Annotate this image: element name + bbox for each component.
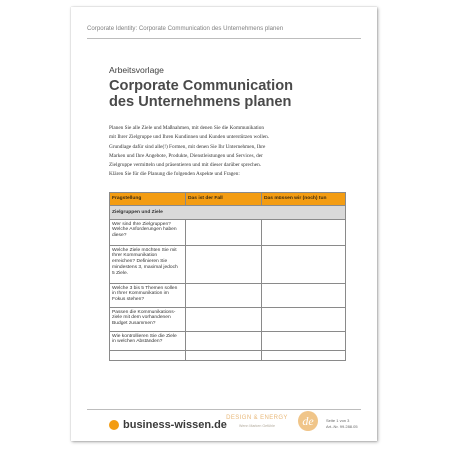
question-line: Budget zusammen? [112,321,156,327]
status-cell[interactable] [186,351,262,361]
table-row [110,284,346,308]
document-title-line-1: Corporate Communication [109,78,294,94]
question-cell [110,220,186,246]
question-cell [110,332,186,351]
question-cell [110,284,186,308]
question-cell [110,246,186,284]
todo-cell[interactable] [262,351,346,361]
question-line: Wer sind Ihre Zielgruppen? [112,221,171,227]
column-header-status: Das ist der Fall [186,193,262,206]
todo-cell[interactable] [262,246,346,284]
question-line: Welche 3 bis 5 Themen sollen [112,285,178,291]
question-line: erreichen? Definieren Sie [112,259,168,265]
question-line: in welchen Abständen? [112,339,163,345]
question-cell[interactable] [110,351,186,361]
status-cell[interactable] [186,220,262,246]
article-number: Art.-Nr. 99.288.05 [326,424,358,429]
status-cell[interactable] [186,246,262,284]
intro-line: Marken und Ihre Angebote, Produkte, Dienstleistungen und Services, der [109,152,263,159]
document-title-line-2: des Unternehmens planen [109,94,292,110]
question-line: Ihrer Kommunikation [112,253,158,259]
status-cell[interactable] [186,332,262,351]
table-row [110,246,346,284]
brand-name: business-wissen.de [123,419,227,431]
intro-line: Zielgruppe vermitteln und präsentieren und mit dieser darüber sprechen. [109,162,262,169]
question-cell [110,308,186,332]
question-line: Passen die Kommunikations- [112,309,176,315]
intro-line: Planen Sie alle Ziele und Maßnahmen, mit denen Sie die Kommunikation [109,125,264,131]
question-line: ziele mit dem vorhandenen [112,315,171,321]
intro-line: mit Ihrer Zielgruppe und Ihren Kundinnen und Kunden unterstützen wollen. [109,134,270,141]
page-number: Seite 1 von 3 [326,418,350,423]
partner-monogram-icon: de [298,411,318,431]
document-kicker: Arbeitsvorlage [109,65,164,75]
document-page [71,7,377,441]
status-cell[interactable] [186,284,262,308]
planning-table [109,192,346,361]
table-row [110,351,346,361]
page-meta [326,418,358,430]
question-line: Fokus stehen? [112,297,145,303]
todo-cell[interactable] [262,284,346,308]
intro-lead: Klären Sie für die Planung die folgenden Aspekte und Fragen: [109,171,240,178]
table-row [110,220,346,246]
column-header-question: Fragstellung [110,193,186,206]
document-title [109,78,293,110]
question-line: 5 Ziele. [112,271,129,277]
status-cell[interactable] [186,308,262,332]
brand-logo[interactable] [109,419,227,431]
table-row [110,308,346,332]
partner-title: DESIGN & ENERGY [226,415,288,421]
brand-dot-icon [109,420,119,430]
todo-cell[interactable] [262,308,346,332]
todo-cell[interactable] [262,332,346,351]
question-line: diese? [112,233,127,239]
intro-line: Grundlage dafür sind alle(!) Formen, mit denen Sie Ihr Unternehmen, Ihre [109,143,266,150]
running-header: Corporate Identity: Corporate Communication des Unternehmens planen [87,25,284,32]
question-line: Welche Anforderungen haben [112,227,177,233]
table-header-row [110,193,346,206]
header-divider [87,38,361,39]
table-section-row [110,206,346,220]
question-line: in Ihrer Kommunikation im [112,291,169,297]
footer-divider [87,409,361,410]
partner-logo[interactable] [219,411,323,439]
intro-text [109,124,349,180]
column-header-todo: Das müssen wir (noch) tun [262,193,346,206]
question-line: mindestens 3, maximal jedoch [112,265,178,271]
question-line: Wie kontrollieren Sie die Ziele [112,333,177,339]
question-line: Welche Ziele möchten Sie mit [112,247,177,253]
table-row [110,332,346,351]
section-label: Zielgruppen und Ziele [110,206,346,220]
todo-cell[interactable] [262,220,346,246]
partner-tagline: Wenn Marken Gefühle [239,424,275,428]
